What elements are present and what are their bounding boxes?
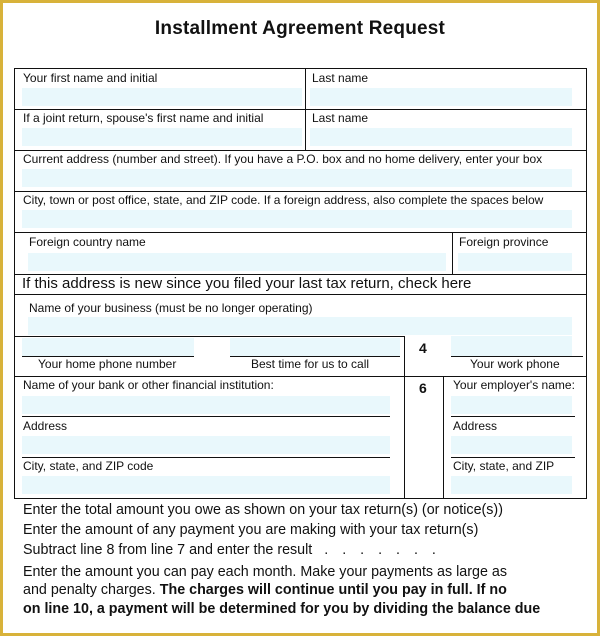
column-divider-2 <box>443 376 444 498</box>
line-6-number: 6 <box>419 380 427 396</box>
row-divider-4 <box>14 232 587 233</box>
spouse-name-label: If a joint return, spouse's first name and initial <box>23 111 264 125</box>
home-phone-label: Your home phone number <box>38 357 177 371</box>
spouse-last-name-field[interactable] <box>310 128 572 146</box>
form-right-border <box>586 68 587 499</box>
form-title: Installment Agreement Request <box>154 18 446 39</box>
bank-city-field[interactable] <box>22 476 390 494</box>
address-label: Current address (number and street). If you have a P.O. box and no home delivery, enter your box <box>23 152 543 166</box>
last-name-field[interactable] <box>310 88 572 106</box>
row-divider-8 <box>14 376 587 377</box>
column-divider <box>404 336 405 498</box>
foreign-province-field[interactable] <box>458 253 572 271</box>
form-top-border <box>14 68 587 69</box>
row-divider-7 <box>14 336 404 337</box>
employer-city-label: City, state, and ZIP <box>453 459 555 473</box>
row-divider-2 <box>14 150 587 151</box>
line-7-text: Enter the total amount you owe as shown on your tax return(s) (or notice(s)) <box>23 502 503 518</box>
employer-address-underline <box>451 457 575 458</box>
home-phone-field[interactable] <box>22 338 194 356</box>
line-4-number: 4 <box>419 340 427 356</box>
row-divider-6 <box>14 294 587 295</box>
bank-address-field[interactable] <box>22 436 390 454</box>
line-10-text-a: Enter the amount you can pay each month. Make your payments as large as <box>23 564 507 580</box>
bank-name-label: Name of your bank or other financial institution: <box>23 378 274 392</box>
new-address-checkbox-label[interactable]: If this address is new since you filed your last tax return, check here <box>22 275 472 292</box>
row-divider-3 <box>14 191 587 192</box>
bank-name-field[interactable] <box>22 396 390 414</box>
employer-address-label: Address <box>453 419 498 433</box>
employer-city-field[interactable] <box>451 476 572 494</box>
business-name-field[interactable] <box>28 317 572 335</box>
line-8-text: Enter the amount of any payment you are making with your tax return(s) <box>23 522 479 538</box>
line-9-text: Subtract line 8 from line 7 and enter the result <box>23 542 313 558</box>
employer-name-label: Your employer's name: <box>453 378 575 392</box>
bank-address-label: Address <box>23 419 68 433</box>
line-10-text-b-bold: The charges will continue until you pay in full. If no <box>155 582 507 598</box>
city-label: City, town or post office, state, and ZIP code. If a foreign address, also complete the spaces below <box>23 193 544 207</box>
address-field[interactable] <box>22 169 572 187</box>
spouse-first-name-field[interactable] <box>22 128 302 146</box>
first-name-field[interactable] <box>22 88 302 106</box>
line-10-text-b <box>23 582 507 598</box>
best-time-label: Best time for us to call <box>251 357 370 371</box>
best-time-field[interactable] <box>230 338 400 356</box>
line-9-row <box>23 542 441 558</box>
foreign-country-field[interactable] <box>28 253 446 271</box>
form-bottom-border <box>14 498 587 499</box>
city-field[interactable] <box>22 210 572 228</box>
line-10-text-c: on line 10, a payment will be determined for you by dividing the balance due <box>23 601 541 617</box>
form-left-border <box>14 68 15 499</box>
bank-city-label: City, state, and ZIP code <box>23 459 154 473</box>
employer-name-underline <box>451 416 575 417</box>
bank-name-underline <box>22 416 390 417</box>
work-phone-field[interactable] <box>451 336 572 356</box>
line-10-text-b-plain: and penalty charges. <box>23 582 156 598</box>
row-divider-1 <box>14 109 587 110</box>
foreign-province-label: Foreign province <box>459 235 549 249</box>
work-phone-label: Your work phone <box>470 357 560 371</box>
employer-address-field[interactable] <box>451 436 572 454</box>
foreign-divider <box>452 232 453 274</box>
spouse-last-name-label: Last name <box>312 111 369 125</box>
employer-name-field[interactable] <box>451 396 572 414</box>
foreign-country-label: Foreign country name <box>29 235 146 249</box>
last-name-label: Last name <box>312 71 369 85</box>
business-label: Name of your business (must be no longer operating) <box>29 301 313 315</box>
bank-address-underline <box>22 457 390 458</box>
line-9-dots: . . . . . . . <box>324 542 441 558</box>
first-name-label: Your first name and initial <box>23 71 158 85</box>
